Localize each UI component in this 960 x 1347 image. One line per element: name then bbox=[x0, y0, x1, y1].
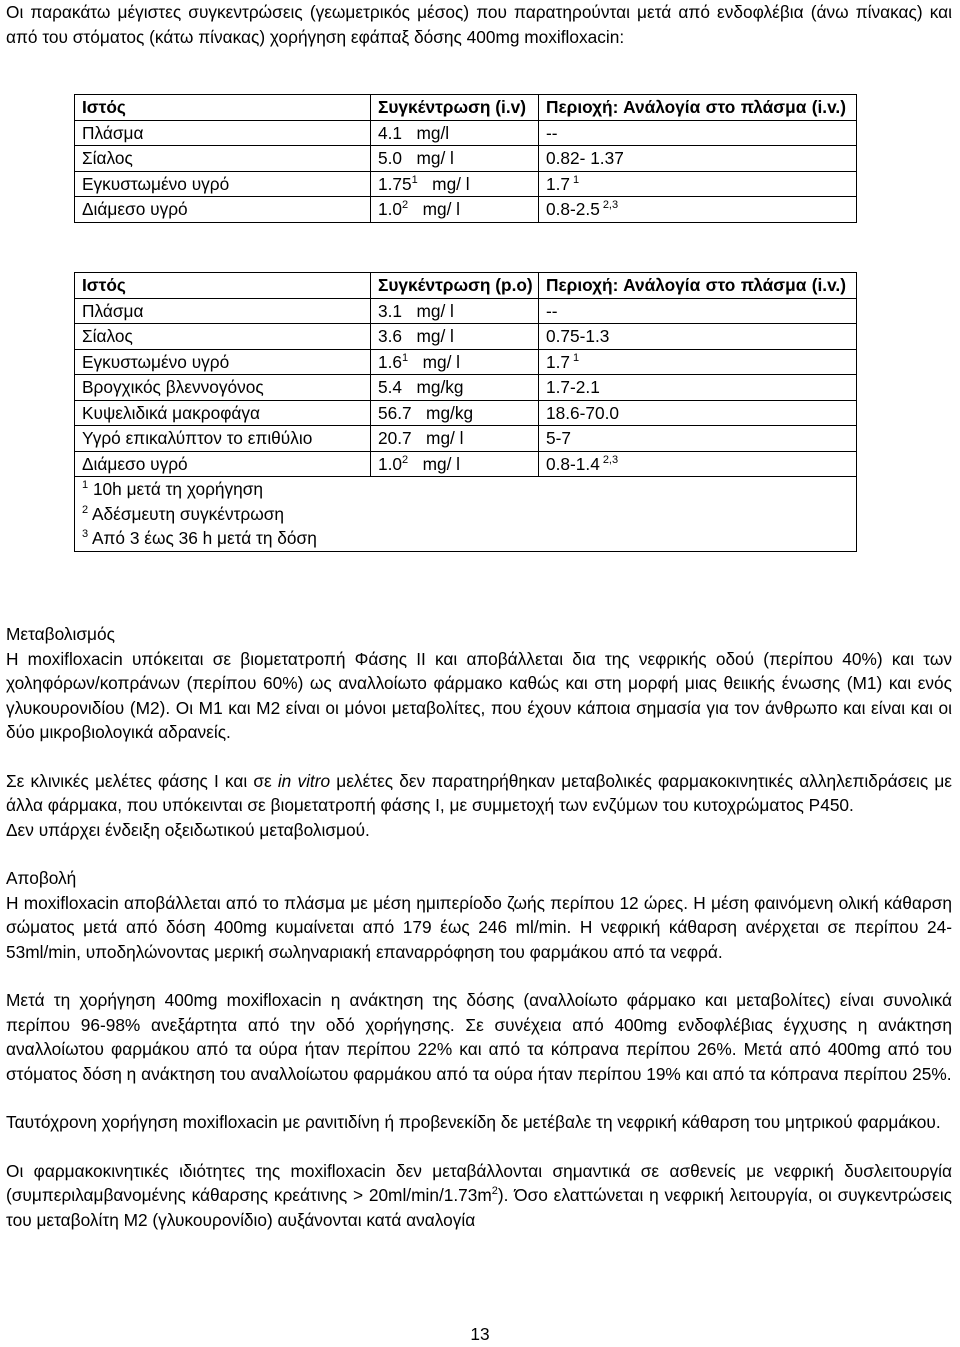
table-po bbox=[74, 272, 857, 552]
footnote bbox=[82, 526, 856, 551]
intro-paragraph bbox=[0, 0, 960, 49]
cell-tissue: Διάμεσο υγρό bbox=[75, 451, 371, 477]
metabolism-paragraph-1: Η moxifloxacin υπόκειται σε βιομετατροπή Φάσης ΙΙ και αποβάλλεται δια της νεφρικής οδού (περίπου 40%) και των χοληφόρων/κοπράνων (περίπου 60%) ως αναλλοίωτο φάρμακο καθώς και στη μορφή μιας θειικής ένωσης (Μ1) και ενός γλυκουρονιδίου (Μ2). Οι Μ1 και Μ2 είναι οι μόνοι μεταβολίτες, που έχουν κάποια σημασία για τον άνθρωπο και είναι και οι δύο μικροβιολογικά αδρανείς. bbox=[6, 648, 952, 742]
conc-value: 3.6 bbox=[378, 326, 403, 346]
header-ratio: Περιοχή: Ανάλογία στο πλάσμα (i.v.) bbox=[539, 95, 857, 121]
footnote-mark: 3 bbox=[82, 528, 89, 540]
cell-ratio bbox=[539, 146, 857, 172]
intro-text: Οι παρακάτω μέγιστες συγκεντρώσεις (γεωμετρικός μέσος) που παρατηρούνται μετά από ενδοφλέβια (άνω πίνακας) και από του στόματος (κάτω πίνακας) χορήγηση εφάπαξ δόσης 400mg moxifloxacin: bbox=[6, 2, 952, 47]
conc-value: 1.0 bbox=[378, 453, 403, 474]
table-header-row bbox=[75, 95, 857, 121]
table-row bbox=[75, 451, 857, 477]
footnote bbox=[82, 502, 856, 527]
table-row bbox=[75, 197, 857, 223]
metabolism-paragraph-3: Δεν υπάρχει ένδειξη οξειδωτικού μεταβολισμού. bbox=[6, 819, 370, 840]
cell-tissue: Πλάσμα bbox=[75, 298, 371, 324]
cell-tissue: Διάμεσο υγρό bbox=[75, 197, 371, 223]
conc-value: 1.0 bbox=[378, 199, 403, 219]
ratio-value: 0.82- 1.37 bbox=[546, 148, 624, 168]
ratio-footnote: 1 bbox=[573, 173, 580, 186]
conc-value: 20.7 bbox=[378, 428, 412, 448]
cell-tissue: Σίαλος bbox=[75, 324, 371, 350]
footnote-text: Από 3 έως 36 h μετά τη δόση bbox=[91, 528, 317, 548]
ratio-value: 0.75-1.3 bbox=[546, 326, 610, 346]
table-iv bbox=[74, 94, 857, 223]
header-concentration: Συγκέντρωση (i.v) bbox=[371, 95, 539, 121]
conc-footnote: 1 bbox=[402, 351, 409, 364]
table-row bbox=[75, 349, 857, 375]
ratio-value: 1.7-2.1 bbox=[546, 377, 600, 397]
header-tissue: Ιστός bbox=[75, 273, 371, 299]
conc-value: 1.6 bbox=[378, 351, 403, 372]
cell-ratio bbox=[539, 349, 857, 375]
cell-ratio bbox=[539, 400, 857, 426]
footnotes-row bbox=[75, 477, 857, 552]
conc-value: 5.4 bbox=[378, 377, 403, 397]
table-row bbox=[75, 171, 857, 197]
conc-unit: mg/ l bbox=[422, 351, 461, 372]
cell-ratio bbox=[539, 324, 857, 350]
conc-unit: mg/ l bbox=[416, 148, 454, 168]
metabolism-section bbox=[0, 622, 960, 1232]
conc-unit: mg/ l bbox=[432, 173, 470, 194]
footnote-mark: 1 bbox=[82, 479, 89, 491]
page-number: 13 bbox=[470, 1324, 490, 1344]
elimination-paragraph-1: Η moxifloxacin αποβάλλεται από το πλάσμα με μέση ημιπερίοδο ζωής περίπου 12 ώρες. Η μέση φαινόμενη ολική κάθαρση σώματος μετά από δόση 400mg κυμαίνεται από 179 έως 246 ml/min. Η νεφρική κάθαρση ανέρχεται σε περίπου 24-53ml/min, υποδηλώνοντας μερική σωληναριακή επαναρρόφηση του φαρμάκου από τα νεφρά. bbox=[6, 892, 952, 962]
cell-concentration bbox=[371, 324, 539, 350]
ratio-footnote: 2,3 bbox=[602, 199, 619, 211]
ratio-value: 18.6-70.0 bbox=[546, 402, 620, 423]
cell-ratio bbox=[539, 298, 857, 324]
ratio-value: 0.8-1.4 bbox=[546, 453, 600, 474]
conc-unit: mg/ l bbox=[426, 428, 464, 448]
table-header-row bbox=[75, 273, 857, 299]
conc-footnote: 2 bbox=[402, 453, 409, 466]
header-concentration: Συγκέντρωση (p.o) bbox=[371, 273, 539, 299]
cell-concentration bbox=[371, 375, 539, 401]
ratio-footnote: 1 bbox=[573, 351, 580, 364]
ratio-value: 0.8-2.5 bbox=[546, 199, 600, 219]
ratio-value: -- bbox=[546, 300, 558, 321]
elimination-paragraph-3: Ταυτόχρονη χορήγηση moxifloxacin με ρανιτιδίνη ή προβενεκίδη δε μετέβαλε τη νεφρική κάθαρση του μητρικού φαρμάκου. bbox=[6, 1112, 941, 1132]
cell-tissue: Υγρό επικαλύπτον το επιθύλιο bbox=[75, 426, 371, 452]
elimination-paragraph-4: Οι φαρμακοκινητικές ιδιότητες της moxifloxacin δεν μεταβάλλονται σημαντικά σε ασθενείς με νεφρική δυσλειτουργία (συμπεριλαμβανομένης κάθαρσης $\kappa\rho\varepsilon ά\tau\iota\nu\eta\varsigma > 20ml/\min/1.73m^2$). Όσο ελαττώνεται η νεφρική λειτουργία, οι συγκεντρώσεις του μεταβολίτη Μ2 (γλυκουρονίδιο) αυξάνονται κατά αναλογία bbox=[6, 1160, 952, 1230]
cell-ratio bbox=[539, 451, 857, 477]
conc-value: 3.1 bbox=[378, 300, 403, 321]
header-tissue: Ιστός bbox=[75, 95, 371, 121]
table-row bbox=[75, 426, 857, 452]
cell-tissue: Εγκυστωμένο υγρό bbox=[75, 171, 371, 197]
table-row bbox=[75, 400, 857, 426]
table-row bbox=[75, 146, 857, 172]
ratio-value: 1.7 bbox=[546, 173, 571, 194]
table-row bbox=[75, 120, 857, 146]
cell-concentration bbox=[371, 349, 539, 375]
conc-unit: mg/l bbox=[416, 122, 450, 143]
ratio-value: 1.7 bbox=[546, 351, 571, 372]
cell-ratio bbox=[539, 426, 857, 452]
cell-tissue: Εγκυστωμένο υγρό bbox=[75, 349, 371, 375]
elimination-heading: Αποβολή bbox=[6, 868, 77, 888]
cell-ratio bbox=[539, 120, 857, 146]
conc-unit: mg/ l bbox=[416, 326, 454, 346]
conc-footnote: 2 bbox=[402, 199, 409, 211]
cell-tissue: Πλάσμα bbox=[75, 120, 371, 146]
table-row bbox=[75, 324, 857, 350]
cell-concentration bbox=[371, 120, 539, 146]
conc-value: 4.1 bbox=[378, 122, 403, 143]
cell-concentration bbox=[371, 400, 539, 426]
cell-concentration bbox=[371, 171, 539, 197]
footnotes-cell bbox=[75, 477, 857, 552]
cell-concentration bbox=[371, 298, 539, 324]
header-ratio: Περιοχή: Ανάλογία στο πλάσμα (i.v.) bbox=[539, 273, 857, 299]
table-row bbox=[75, 375, 857, 401]
conc-unit: mg/ l bbox=[422, 453, 461, 474]
cell-ratio bbox=[539, 375, 857, 401]
footnote-text: 10h μετά τη χορήγηση bbox=[92, 479, 264, 499]
cell-ratio bbox=[539, 197, 857, 223]
ratio-footnote: 2,3 bbox=[602, 453, 619, 466]
cell-tissue: Σίαλος bbox=[75, 146, 371, 172]
conc-unit: mg/kg bbox=[426, 402, 474, 423]
cell-concentration bbox=[371, 146, 539, 172]
cell-concentration bbox=[371, 451, 539, 477]
elimination-paragraph-2: Μετά τη χορήγηση 400mg moxifloxacin η ανάκτηση της δόσης (αναλλοίωτο φάρμακο και μεταβολίτες) είναι συνολικά περίπου 96-98% ανεξάρτητα από την οδό χορήγησης. Σε συνέχεια από 400mg ενδοφλέβιας έγχυσης η ανάκτηση αναλλοίωτου φαρμάκου από τα ούρα ήταν περίπου 22% και από τα κόπρανα περίπου 26%. Μετά από 400mg από του στόματος δόση η ανάκτηση του αναλλοίωτου φαρμάκου από τα ούρα ήταν περίπου 19% και από τα κόπρανα περίπου 25%. bbox=[6, 990, 952, 1084]
metabolism-paragraph-2: Σε κλινικές μελέτες φάσης Ι και σε in vitro μελέτες δεν παρατηρήθηκαν μεταβολικές φαρμακοκινητικές αλληλεπιδράσεις με άλλα φάρμακα, που υπόκεινται σε βιομετατροπή φάσης Ι, με συμμετοχή των ενζύμων του κυτοχρώματος P450. bbox=[6, 770, 952, 815]
conc-value: 1.75 bbox=[378, 173, 412, 194]
footnote-mark: 2 bbox=[82, 503, 89, 516]
conc-unit: mg/ l bbox=[416, 300, 454, 321]
metabolism-heading: Μεταβολισμός bbox=[6, 624, 115, 644]
footnote-text: Αδέσμευτη συγκέντρωση bbox=[91, 503, 285, 524]
table-row bbox=[75, 298, 857, 324]
conc-unit: mg/kg bbox=[416, 377, 464, 397]
conc-value: 5.0 bbox=[378, 148, 403, 168]
cell-concentration bbox=[371, 426, 539, 452]
conc-footnote: 1 bbox=[411, 173, 418, 186]
conc-value: 56.7 bbox=[378, 402, 412, 423]
cell-tissue: Βρογχικός βλεννογόνος bbox=[75, 375, 371, 401]
conc-unit: mg/ l bbox=[422, 199, 461, 219]
footnote bbox=[82, 477, 856, 502]
cell-concentration bbox=[371, 197, 539, 223]
cell-ratio bbox=[539, 171, 857, 197]
ratio-value: 5-7 bbox=[546, 428, 571, 448]
cell-tissue: Κυψελιδικά μακροφάγα bbox=[75, 400, 371, 426]
ratio-value: -- bbox=[546, 122, 558, 143]
